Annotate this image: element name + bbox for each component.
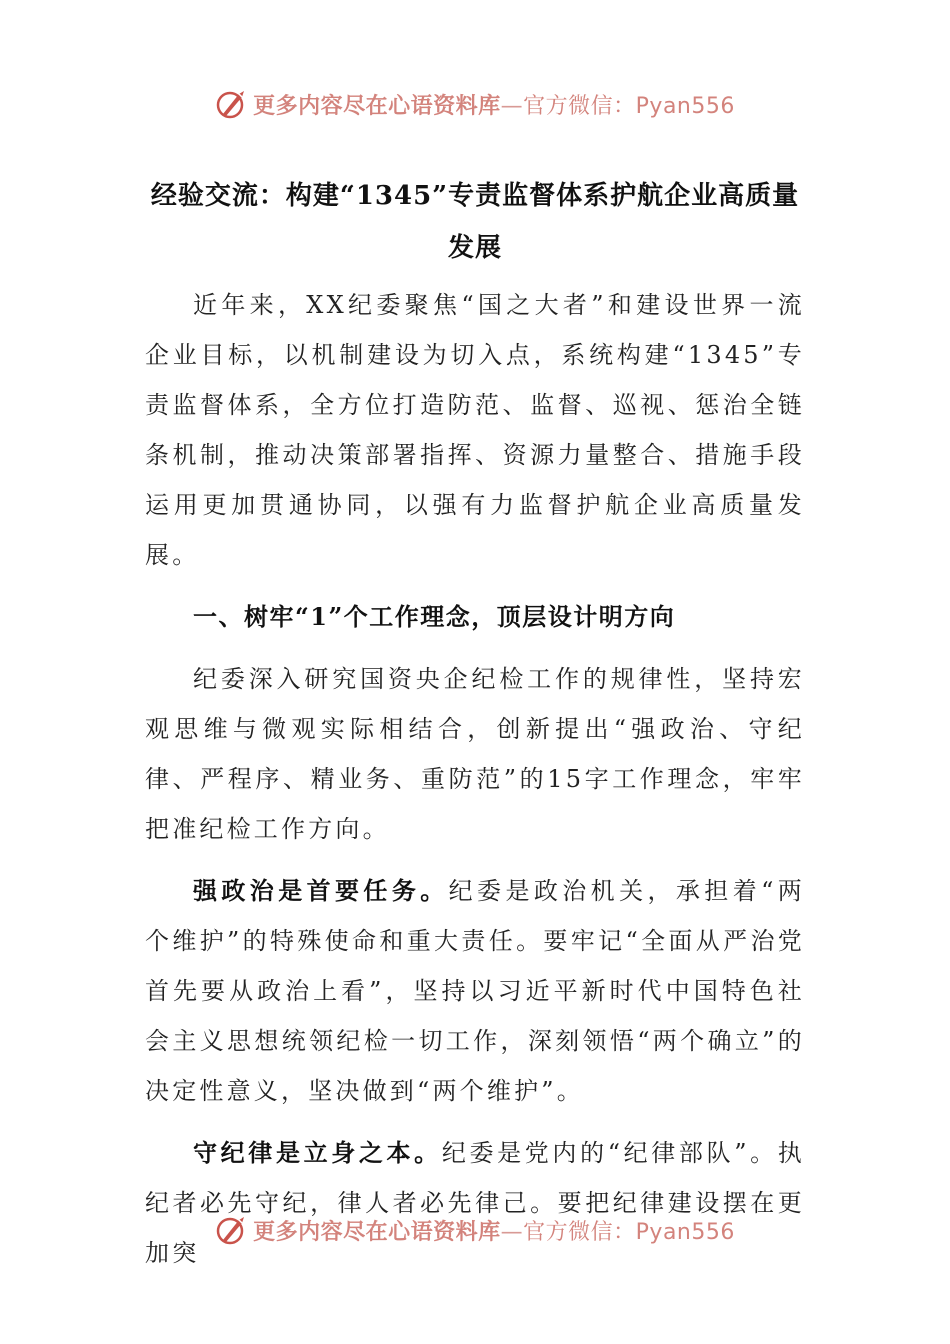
paragraph-text: 纪委是政治机关，承担着“两个维护”的特殊使命和重大责任。要牢记“全面从严治党首先要从政治上看”，坚持以习近平新时代中国特色社会主义思想统领纪检一切工作，深刻领悟“两个确立”的决定性意义，坚决做到“两个维护”。: [145, 877, 805, 1105]
paragraph-text: 一、树牢“1”个工作理念，顶层设计明方向: [193, 602, 676, 631]
watermark-footer: [0, 1210, 950, 1250]
watermark-text: [253, 1215, 735, 1246]
pen-nib-circle-icon: [215, 87, 249, 121]
watermark-brand: 更多内容尽在心语资料库: [253, 93, 501, 119]
pen-nib-circle-icon: [215, 1213, 249, 1247]
body-paragraph: [145, 654, 805, 854]
document-title: 经验交流：构建“1345”专责监督体系护航企业高质量发展: [150, 181, 800, 263]
watermark-wechat-id: Pyan556: [635, 93, 735, 119]
paragraph-text: 近年来，XX纪委聚焦“国之大者”和建设世界一流企业目标，以机制建设为切入点，系统构建“1345”专责监督体系，全方位打造防范、监督、巡视、惩治全链条机制，推动决策部署指挥、资源力量整合、措施手段运用更加贯通协同，以强有力监督护航企业高质量发展。: [145, 291, 805, 569]
watermark-header: [0, 84, 950, 124]
paragraph-text: 纪委深入研究国资央企纪检工作的规律性，坚持宏观思维与微观实际相结合，创新提出“强政治、守纪律、严程序、精业务、重防范”的15字工作理念，牢牢把准纪检工作方向。: [145, 665, 805, 843]
watermark-contact: 官方微信：: [523, 1219, 636, 1245]
watermark-text: [253, 89, 735, 120]
document-body: [145, 280, 805, 1290]
watermark-wechat-id: Pyan556: [635, 1219, 735, 1245]
watermark-contact: 官方微信：: [523, 93, 636, 119]
paragraph-lead: 强政治是首要任务。: [193, 876, 449, 905]
body-paragraph: [145, 866, 805, 1116]
watermark-brand: 更多内容尽在心语资料库: [253, 1219, 501, 1245]
paragraph-lead: 守纪律是立身之本。: [193, 1138, 442, 1167]
body-paragraph: [145, 280, 805, 580]
watermark-dash: —: [500, 1219, 524, 1245]
paragraph-text: 纪委是党内的“纪律部队”。执纪者必先守纪，律人者必先律己。要把纪律建设摆在更加突: [145, 1139, 805, 1267]
body-paragraph: [145, 1128, 805, 1278]
watermark-dash: —: [500, 93, 524, 119]
section-heading: [145, 592, 805, 642]
